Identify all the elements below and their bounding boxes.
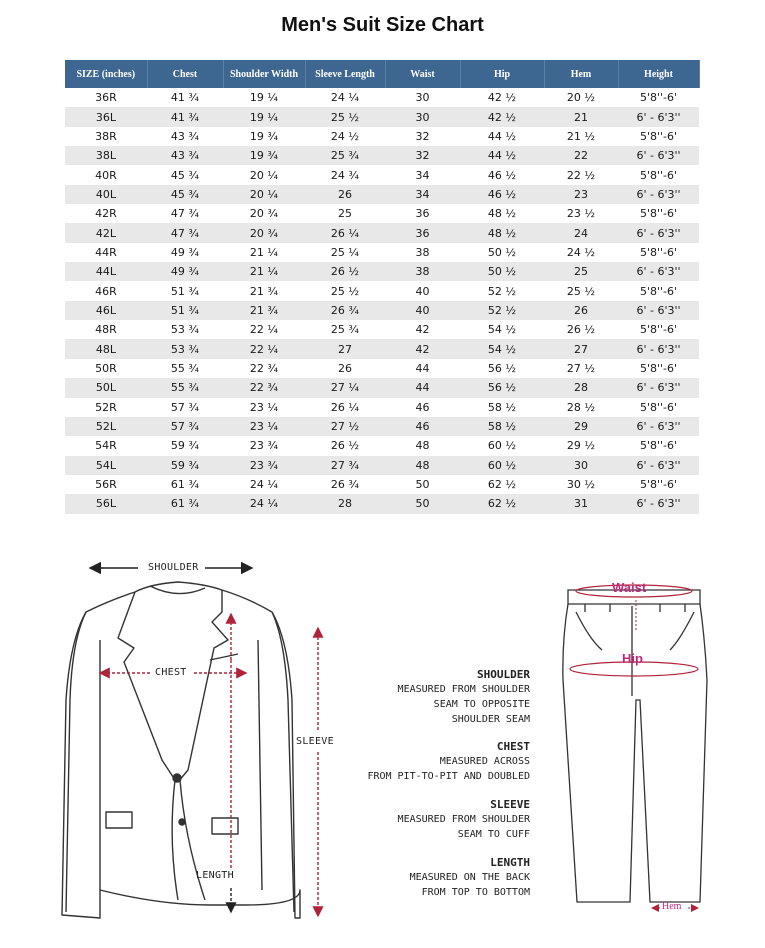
table-cell: 38R: [65, 127, 147, 146]
table-cell: 21 ¾: [223, 301, 305, 320]
length-description: [410, 855, 530, 900]
table-cell: 58 ½: [460, 417, 544, 436]
table-cell: 56L: [65, 494, 147, 513]
table-cell: 19 ¼: [223, 107, 305, 126]
table-row: [65, 281, 699, 300]
chest-label: CHEST: [155, 667, 187, 678]
desc-line: FROM TOP TO BOTTOM: [421, 887, 530, 898]
table-cell: 42: [385, 339, 460, 358]
table-cell: 46L: [65, 301, 147, 320]
table-cell: 6' - 6'3'': [618, 262, 699, 281]
table-cell: 46: [385, 417, 460, 436]
table-cell: 6' - 6'3'': [618, 185, 699, 204]
table-cell: 6' - 6'3'': [618, 456, 699, 475]
table-cell: 27 ¾: [305, 456, 385, 475]
table-cell: 44R: [65, 243, 147, 262]
jacket-right-pocket: [212, 818, 238, 834]
table-cell: 42L: [65, 223, 147, 242]
table-row: [65, 475, 699, 494]
table-cell: 44 ½: [460, 146, 544, 165]
table-cell: 45 ¾: [147, 165, 223, 184]
table-cell: 42: [385, 320, 460, 339]
table-cell: 54 ½: [460, 320, 544, 339]
desc-line: SHOULDER SEAM: [451, 714, 530, 725]
table-cell: 19 ¼: [223, 88, 305, 107]
table-cell: 34: [385, 165, 460, 184]
jacket-left-pocket: [106, 812, 132, 828]
table-cell: 51 ¾: [147, 281, 223, 300]
table-cell: 24 ¼: [223, 494, 305, 513]
table-cell: 46 ½: [460, 165, 544, 184]
table-cell: 26 ½: [305, 436, 385, 455]
jacket-right-sleeve: [272, 612, 294, 912]
jacket-outline: [62, 590, 300, 918]
table-cell: 22 ¼: [223, 320, 305, 339]
table-cell: 47 ¾: [147, 204, 223, 223]
table-cell: 20 ¾: [223, 204, 305, 223]
shoulder-heading: SHOULDER: [477, 668, 530, 681]
table-cell: 44: [385, 378, 460, 397]
desc-line: MEASURED FROM SHOULDER: [397, 684, 530, 695]
desc-line: FROM PIT-TO-PIT AND DOUBLED: [367, 771, 530, 782]
table-cell: 27: [305, 339, 385, 358]
table-cell: 53 ¾: [147, 339, 223, 358]
table-cell: 60 ½: [460, 436, 544, 455]
table-cell: 27: [544, 339, 618, 358]
table-cell: 60 ½: [460, 456, 544, 475]
table-cell: 6' - 6'3'': [618, 378, 699, 397]
table-row: [65, 339, 699, 358]
table-cell: 40: [385, 281, 460, 300]
table-cell: 27 ½: [544, 359, 618, 378]
table-cell: 48 ½: [460, 223, 544, 242]
table-cell: 22 ½: [544, 165, 618, 184]
table-cell: 58 ½: [460, 398, 544, 417]
table-cell: 54L: [65, 456, 147, 475]
table-cell: 5'8''-6': [618, 475, 699, 494]
table-cell: 44L: [65, 262, 147, 281]
table-cell: 42 ½: [460, 107, 544, 126]
table-row: [65, 223, 699, 242]
table-cell: 26: [544, 301, 618, 320]
table-cell: 25 ¼: [305, 243, 385, 262]
table-cell: 26 ½: [305, 262, 385, 281]
table-cell: 20 ¾: [223, 223, 305, 242]
table-cell: 23: [544, 185, 618, 204]
table-cell: 25 ½: [544, 281, 618, 300]
table-cell: 21 ¾: [223, 281, 305, 300]
table-cell: 55 ¾: [147, 359, 223, 378]
table-row: [65, 185, 699, 204]
table-cell: 38: [385, 243, 460, 262]
table-cell: 38L: [65, 146, 147, 165]
table-cell: 26 ¼: [305, 223, 385, 242]
table-cell: 57 ¾: [147, 398, 223, 417]
table-cell: 50: [385, 475, 460, 494]
table-cell: 51 ¾: [147, 301, 223, 320]
table-row: [65, 378, 699, 397]
table-cell: 6' - 6'3'': [618, 223, 699, 242]
table-cell: 20 ¼: [223, 185, 305, 204]
table-cell: 27 ¼: [305, 378, 385, 397]
table-cell: 24 ½: [544, 243, 618, 262]
table-cell: 5'8''-6': [618, 281, 699, 300]
table-cell: 53 ¾: [147, 320, 223, 339]
table-cell: 40L: [65, 185, 147, 204]
table-cell: 6' - 6'3'': [618, 339, 699, 358]
table-cell: 30: [385, 88, 460, 107]
table-cell: 30: [385, 107, 460, 126]
table-cell: 19 ¾: [223, 127, 305, 146]
table-cell: 5'8''-6': [618, 204, 699, 223]
table-row: [65, 359, 699, 378]
hem-label: Hem: [662, 901, 682, 912]
sleeve-label: SLEEVE: [296, 736, 334, 747]
table-row: [65, 456, 699, 475]
waist-label: Waist: [612, 580, 647, 595]
table-cell: 26: [305, 185, 385, 204]
table-cell: 44: [385, 359, 460, 378]
table-cell: 52 ½: [460, 281, 544, 300]
column-header: Height: [618, 60, 699, 88]
table-cell: 46 ½: [460, 185, 544, 204]
table-cell: 19 ¾: [223, 146, 305, 165]
table-cell: 40: [385, 301, 460, 320]
jacket-front: [172, 780, 178, 900]
table-row: [65, 494, 699, 513]
table-cell: 34: [385, 185, 460, 204]
table-cell: 23 ¼: [223, 398, 305, 417]
table-cell: 62 ½: [460, 475, 544, 494]
table-cell: 42R: [65, 204, 147, 223]
table-cell: 23 ½: [544, 204, 618, 223]
column-header: SIZE (inches): [65, 60, 147, 88]
table-cell: 44 ½: [460, 127, 544, 146]
chest-heading: CHEST: [496, 740, 530, 753]
table-cell: 54R: [65, 436, 147, 455]
table-cell: 54 ½: [460, 339, 544, 358]
table-row: [65, 301, 699, 320]
table-cell: 50R: [65, 359, 147, 378]
table-cell: 5'8''-6': [618, 359, 699, 378]
table-cell: 5'8''-6': [618, 165, 699, 184]
table-cell: 56R: [65, 475, 147, 494]
table-cell: 48R: [65, 320, 147, 339]
table-cell: 20 ½: [544, 88, 618, 107]
table-cell: 5'8''-6': [618, 88, 699, 107]
table-cell: 23 ¼: [223, 417, 305, 436]
table-cell: 56 ½: [460, 378, 544, 397]
table-cell: 5'8''-6': [618, 127, 699, 146]
table-cell: 29: [544, 417, 618, 436]
table-cell: 59 ¾: [147, 456, 223, 475]
table-cell: 6' - 6'3'': [618, 107, 699, 126]
table-cell: 25: [305, 204, 385, 223]
table-cell: 48 ½: [460, 204, 544, 223]
table-cell: 23 ¾: [223, 456, 305, 475]
table-cell: 6' - 6'3'': [618, 146, 699, 165]
hip-label: Hip: [622, 651, 643, 666]
column-header: Chest: [147, 60, 223, 88]
table-cell: 30: [544, 456, 618, 475]
table-cell: 24 ¼: [305, 88, 385, 107]
table-cell: 26: [305, 359, 385, 378]
table-cell: 22 ¾: [223, 378, 305, 397]
table-cell: 6' - 6'3'': [618, 417, 699, 436]
table-cell: 22 ¼: [223, 339, 305, 358]
table-cell: 46R: [65, 281, 147, 300]
table-cell: 36: [385, 204, 460, 223]
table-cell: 46: [385, 398, 460, 417]
column-header: Hip: [460, 60, 544, 88]
table-row: [65, 320, 699, 339]
table-cell: 38: [385, 262, 460, 281]
size-chart-table: [65, 60, 700, 514]
shoulder-description: [398, 667, 530, 727]
table-cell: 57 ¾: [147, 417, 223, 436]
table-cell: 55 ¾: [147, 378, 223, 397]
table-cell: 20 ¼: [223, 165, 305, 184]
chest-description: [367, 739, 530, 784]
jacket-left-sleeve: [66, 612, 86, 912]
table-row: [65, 165, 699, 184]
table-cell: 28 ½: [544, 398, 618, 417]
jacket-right-lapel: [178, 590, 228, 782]
table-row: [65, 107, 699, 126]
table-cell: 52R: [65, 398, 147, 417]
table-cell: 22: [544, 146, 618, 165]
table-cell: 41 ¾: [147, 107, 223, 126]
table-cell: 41 ¾: [147, 88, 223, 107]
table-cell: 5'8''-6': [618, 320, 699, 339]
table-cell: 52L: [65, 417, 147, 436]
page-title: Men's Suit Size Chart: [281, 14, 484, 36]
table-cell: 36R: [65, 88, 147, 107]
table-row: [65, 262, 699, 281]
table-row: [65, 127, 699, 146]
table-cell: 24 ¼: [223, 475, 305, 494]
table-cell: 32: [385, 127, 460, 146]
table-cell: 56 ½: [460, 359, 544, 378]
sleeve-heading: SLEEVE: [490, 798, 530, 811]
table-cell: 24 ¾: [305, 165, 385, 184]
table-cell: 5'8''-6': [618, 436, 699, 455]
table-cell: 21: [544, 107, 618, 126]
table-cell: 21 ¼: [223, 262, 305, 281]
table-cell: 26 ½: [544, 320, 618, 339]
shoulder-label: SHOULDER: [148, 562, 199, 573]
table-cell: 48: [385, 436, 460, 455]
column-header: Hem: [544, 60, 618, 88]
table-cell: 30 ½: [544, 475, 618, 494]
table-cell: 6' - 6'3'': [618, 301, 699, 320]
table-cell: 25 ¾: [305, 146, 385, 165]
table-cell: 6' - 6'3'': [618, 494, 699, 513]
table-cell: 50L: [65, 378, 147, 397]
table-cell: 24 ½: [305, 127, 385, 146]
table-cell: 5'8''-6': [618, 243, 699, 262]
table-cell: 5'8''-6': [618, 398, 699, 417]
table-cell: 29 ½: [544, 436, 618, 455]
table-cell: 28: [544, 378, 618, 397]
table-cell: 21 ½: [544, 127, 618, 146]
table-cell: 25 ½: [305, 107, 385, 126]
table-cell: 50 ½: [460, 243, 544, 262]
table-cell: 28: [305, 494, 385, 513]
length-heading: LENGTH: [490, 856, 530, 869]
table-cell: 25 ½: [305, 281, 385, 300]
table-cell: 48: [385, 456, 460, 475]
table-cell: 26 ¾: [305, 301, 385, 320]
table-cell: 48L: [65, 339, 147, 358]
table-cell: 59 ¾: [147, 436, 223, 455]
table-cell: 26 ¼: [305, 398, 385, 417]
desc-line: SEAM TO OPPOSITE: [433, 699, 530, 710]
table-cell: 21 ¼: [223, 243, 305, 262]
jacket-collar: [135, 582, 222, 592]
table-cell: 23 ¾: [223, 436, 305, 455]
table-row: [65, 204, 699, 223]
column-header: Sleeve Length: [305, 60, 385, 88]
table-cell: 24: [544, 223, 618, 242]
table-row: [65, 88, 699, 107]
table-row: [65, 398, 699, 417]
table-cell: 42 ½: [460, 88, 544, 107]
sleeve-description: [398, 797, 530, 842]
table-cell: 50: [385, 494, 460, 513]
column-header: Waist: [385, 60, 460, 88]
table-cell: 43 ¾: [147, 127, 223, 146]
table-cell: 25: [544, 262, 618, 281]
table-cell: 31: [544, 494, 618, 513]
table-row: [65, 243, 699, 262]
table-cell: 62 ½: [460, 494, 544, 513]
length-label: LENGTH: [196, 870, 234, 881]
table-cell: 27 ½: [305, 417, 385, 436]
jacket-button: [173, 774, 181, 782]
table-row: [65, 146, 699, 165]
desc-line: MEASURED ON THE BACK: [409, 872, 530, 883]
table-cell: 49 ¾: [147, 262, 223, 281]
desc-line: MEASURED FROM SHOULDER: [397, 814, 530, 825]
column-header: Shoulder Width: [223, 60, 305, 88]
table-cell: 40R: [65, 165, 147, 184]
jacket-left-lapel: [118, 592, 175, 780]
table-cell: 45 ¾: [147, 185, 223, 204]
table-cell: 25 ¾: [305, 320, 385, 339]
desc-line: SEAM TO CUFF: [457, 829, 530, 840]
table-cell: 52 ½: [460, 301, 544, 320]
table-header-row: [65, 60, 699, 88]
table-cell: 36: [385, 223, 460, 242]
table-cell: 61 ¾: [147, 475, 223, 494]
table-cell: 43 ¾: [147, 146, 223, 165]
table-cell: 47 ¾: [147, 223, 223, 242]
table-cell: 22 ¾: [223, 359, 305, 378]
table-cell: 50 ½: [460, 262, 544, 281]
pants-diagram: [563, 590, 707, 902]
table-cell: 32: [385, 146, 460, 165]
desc-line: MEASURED ACROSS: [439, 756, 530, 767]
table-row: [65, 436, 699, 455]
table-cell: 49 ¾: [147, 243, 223, 262]
table-cell: 36L: [65, 107, 147, 126]
table-row: [65, 417, 699, 436]
table-cell: 61 ¾: [147, 494, 223, 513]
table-cell: 26 ¾: [305, 475, 385, 494]
